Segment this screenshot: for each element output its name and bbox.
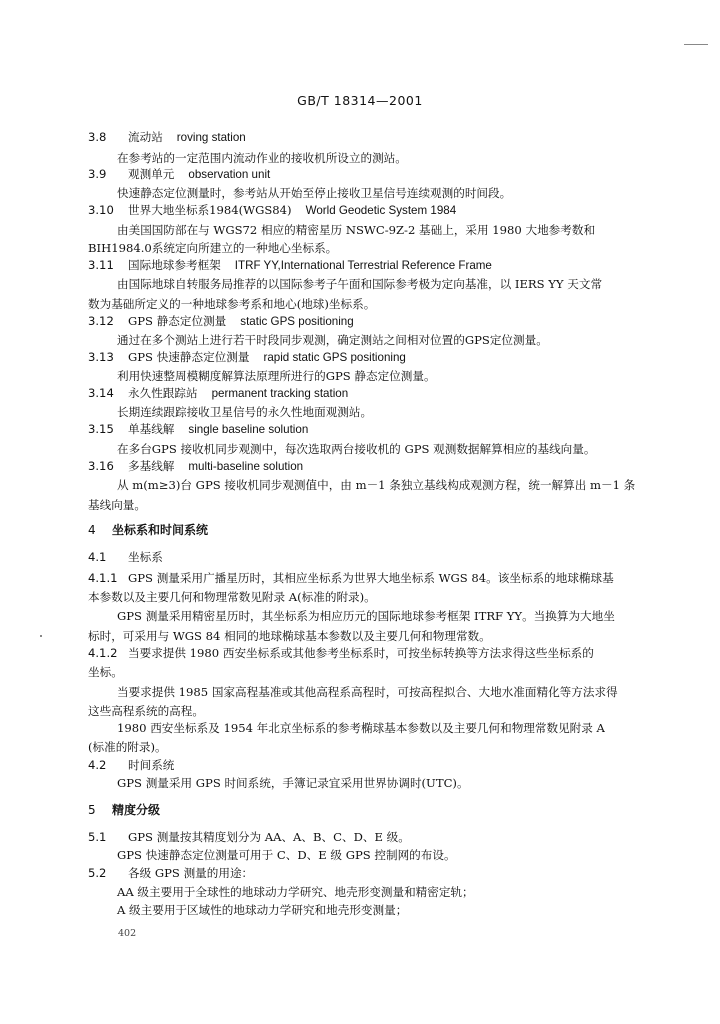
paragraph-line: 利用快速整周模糊度解算法原理所进行的GPS 静态定位测量。 <box>117 369 436 383</box>
term-chinese: 单基线解 <box>128 422 175 436</box>
clause-number: 4.1.2 <box>88 646 118 660</box>
term-chinese: 国际地球参考框架 <box>128 258 221 272</box>
paragraph-line: 坐标。 <box>88 665 123 679</box>
term-english: rapid static GPS positioning <box>263 351 406 364</box>
paragraph-line: 当要求提供 1985 国家高程基准或其他高程系高程时，可按高程拟合、大地水准面精化等方法求得 <box>117 685 618 699</box>
term-chinese: 坐标系 <box>128 550 163 564</box>
term-number: 3.9 <box>88 167 107 181</box>
paragraph-line: 基线向量。 <box>88 498 146 512</box>
term-number: 3.16 <box>88 459 114 473</box>
paragraph-line: 这些高程系统的高程。 <box>88 704 204 718</box>
paragraph-line: 1980 西安坐标系及 1954 年北京坐标系的参考椭球基本参数以及主要几何和物理常数见附录 A <box>117 721 605 735</box>
paragraph-line: 通过在多个测站上进行若干时段同步观测，确定测站之间相对位置的GPS定位测量。 <box>117 333 548 347</box>
paragraph-line: 本参数以及主要几何和物理常数见附录 A(标准的附录)。 <box>88 590 376 604</box>
clause-text: 各级 GPS 测量的用途： <box>128 866 254 880</box>
paragraph-line: 在多台GPS 接收机同步观测中，每次选取两台接收机的 GPS 观测数据解算相应的基线向量。 <box>117 442 596 456</box>
paragraph-line: (标准的附录)。 <box>88 740 167 754</box>
term-number: 3.15 <box>88 422 114 436</box>
paragraph-line: GPS 测量采用精密星历时，其坐标系为相应历元的国际地球参考框架 ITRF YY。当换算为大地坐 <box>117 609 615 623</box>
term-heading <box>88 313 650 330</box>
scan-mark <box>684 44 708 45</box>
term-number: 3.13 <box>88 350 114 364</box>
numbered-clause <box>88 829 650 845</box>
page-header: GB/T 18314—2001 <box>297 93 423 108</box>
page-number: 402 <box>118 928 137 939</box>
term-chinese: 流动站 <box>128 130 163 144</box>
term-heading <box>88 757 650 773</box>
numbered-clause <box>88 645 650 661</box>
paragraph-line: 快速静态定位测量时，参考站从开始至停止接收卫星信号连续观测的时间段。 <box>117 186 512 200</box>
term-english: single baseline solution <box>188 423 309 436</box>
term-heading <box>88 166 650 183</box>
section-heading <box>88 522 650 538</box>
term-english: observation unit <box>188 168 271 181</box>
term-number: 3.12 <box>88 314 114 328</box>
term-number: 3.8 <box>88 130 107 144</box>
section-number: 5 <box>88 803 96 817</box>
paragraph-line: GPS 快速静态定位测量可用于 C、D、E 级 GPS 控制网的布设。 <box>117 848 456 862</box>
paragraph-line: 数为基础所定义的一种地球参考系和地心(地球)坐标系。 <box>88 297 376 311</box>
paragraph-line: 从 m(m≥3)台 GPS 接收机同步观测值中，由 m－1 条独立基线构成观测方程，统一解算出 m－1 条 <box>117 478 636 492</box>
paragraph-line: GPS 测量采用 GPS 时间系统，手簿记录宜采用世界协调时(UTC)。 <box>117 776 469 790</box>
term-english: multi-baseline solution <box>188 460 304 473</box>
term-english: static GPS positioning <box>240 315 354 328</box>
clause-text: GPS 测量按其精度划分为 AA、A、B、C、D、E 级。 <box>128 830 410 844</box>
term-chinese: 观测单元 <box>128 167 175 181</box>
section-number: 4 <box>88 523 96 537</box>
term-heading <box>88 421 650 438</box>
term-heading <box>88 349 650 366</box>
paragraph-line: BIH1984.0系统定向所建立的一种地心坐标系。 <box>88 241 338 255</box>
section-heading <box>88 802 650 818</box>
term-chinese: 永久性跟踪站 <box>128 386 198 400</box>
clause-number: 5.2 <box>88 866 107 880</box>
paragraph-line: 在参考站的一定范围内流动作业的接收机所设立的测站。 <box>117 151 407 165</box>
paragraph-line: 由美国国防部在与 WGS72 相应的精密星历 NSWC-9Z-2 基础上，采用 1980 大地参考数和 <box>117 223 596 237</box>
term-heading <box>88 129 650 146</box>
section-title: 精度分级 <box>112 803 161 817</box>
term-number: 4.1 <box>88 550 107 564</box>
term-chinese: 世界大地坐标系1984(WGS84) <box>128 203 292 217</box>
term-number: 3.10 <box>88 203 114 217</box>
term-chinese: GPS 静态定位测量 <box>128 314 227 328</box>
term-number: 3.14 <box>88 386 114 400</box>
term-heading <box>88 549 650 565</box>
term-heading <box>88 202 650 219</box>
numbered-clause <box>88 570 650 586</box>
term-english: roving station <box>176 131 246 144</box>
paragraph-line: 长期连续跟踪接收卫星信号的永久性地面观测站。 <box>117 405 373 419</box>
term-english: ITRF YY,International Terrestrial Reference Frame <box>234 259 492 272</box>
term-chinese: 多基线解 <box>128 459 175 473</box>
clause-text: 当要求提供 1980 西安坐标系或其他参考坐标系时，可按坐标转换等方法求得这些坐标系的 <box>128 646 594 660</box>
term-english: World Geodetic System 1984 <box>305 204 457 217</box>
term-english: permanent tracking station <box>211 387 349 400</box>
term-number: 3.11 <box>88 258 114 272</box>
clause-number: 4.1.1 <box>88 571 118 585</box>
clause-number: 5.1 <box>88 830 107 844</box>
paragraph-line: 标时，可采用与 WGS 84 相同的地球椭球基本参数以及主要几何和物理常数。 <box>88 629 491 643</box>
term-heading <box>88 385 650 402</box>
paragraph-line: 由国际地球自转服务局推荐的以国际参考子午面和国际参考极为定向基准，以 IERS YY 天文常 <box>117 277 603 291</box>
paragraph-line: AA 级主要用于全球性的地球动力学研究、地壳形变测量和精密定轨； <box>117 885 474 899</box>
paragraph-line: A 级主要用于区域性的地球动力学研究和地壳形变测量； <box>117 903 408 917</box>
term-heading <box>88 458 650 475</box>
term-chinese: GPS 快速静态定位测量 <box>128 350 250 364</box>
term-chinese: 时间系统 <box>128 758 175 772</box>
term-heading <box>88 257 650 274</box>
term-number: 4.2 <box>88 758 107 772</box>
clause-text: GPS 测量采用广播星历时，其相应坐标系为世界大地坐标系 WGS 84。该坐标系的地球椭球基 <box>128 571 614 585</box>
section-title: 坐标系和时间系统 <box>112 523 209 537</box>
scan-dot <box>40 635 42 637</box>
numbered-clause <box>88 865 650 881</box>
